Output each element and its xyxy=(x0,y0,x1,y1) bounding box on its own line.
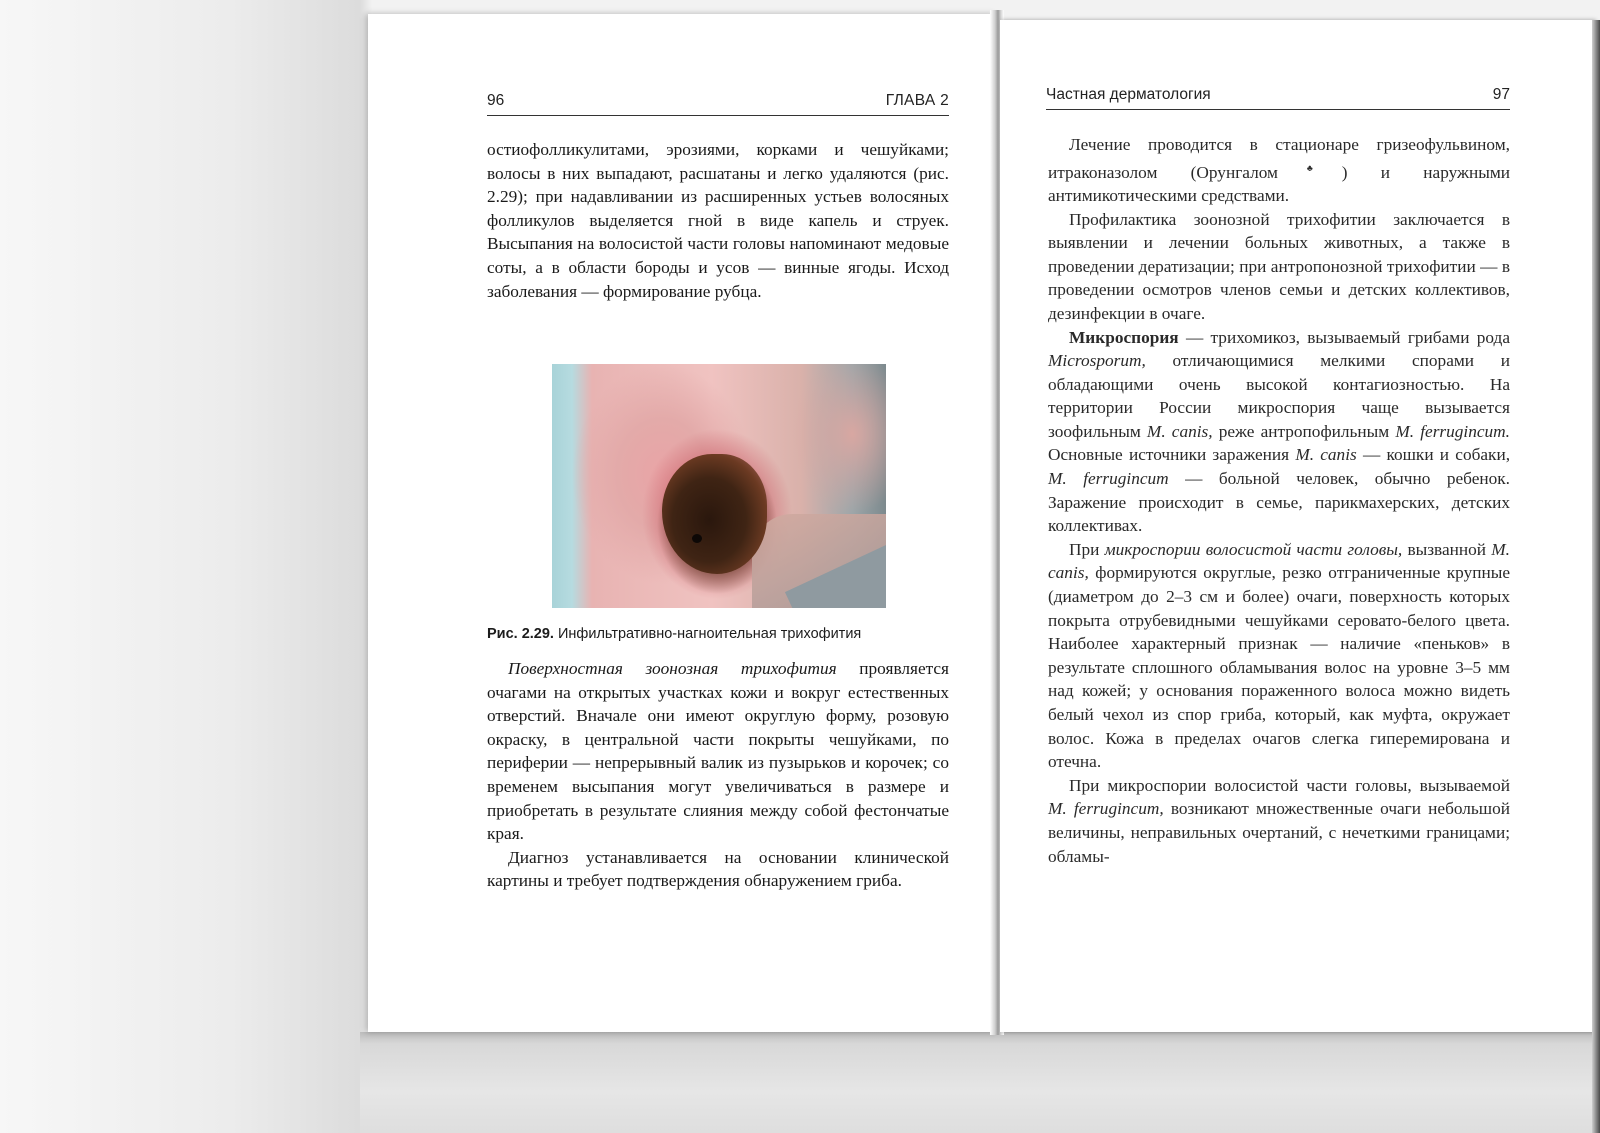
italic-term: микроспории волосистой части головы, xyxy=(1104,539,1403,559)
trademark-mark: ♣ xyxy=(1277,162,1342,173)
paragraph: Диагноз устанавливается на основании клинической картины и требует подтверждения обнаружением гриба. xyxy=(487,847,949,891)
italic-term: M. canis xyxy=(1295,445,1357,465)
paragraph-text: проявляется очагами на открытых участках кожи и вокруг естественных отверстий. Вначале они имеют округлую форму, розовую окраску, в центральной части покрыты чешуйками, по периферии — непрерывный валик из пузырьков и корочек; со временем высыпания могут увеличиваться в размере и приобретать в результате слияния между собой фестончатые края. xyxy=(487,659,950,844)
italic-term: M. canis, xyxy=(1146,421,1213,441)
left-page xyxy=(368,14,996,1032)
paragraph-text: Основные источники заражения xyxy=(1048,445,1290,465)
paragraph-text: вызванной xyxy=(1407,539,1487,559)
italic-term: M. ferrugincum, xyxy=(1048,799,1164,819)
paragraph-text: При xyxy=(1069,539,1100,559)
italic-term: Microsporum, xyxy=(1048,351,1146,371)
section-title: Частная дерматология xyxy=(1046,86,1211,103)
italic-term: M. ferrugincum. xyxy=(1395,421,1510,441)
right-page-number: 97 xyxy=(1492,86,1510,103)
left-text-top xyxy=(487,138,949,303)
paragraph: Профилактика зоонозной трихофитии заключается в выявлении и лечении больных животных, а также в проведении дератизации; при антропонозной трихофитии — в проведении осмотров членов семьи и детских коллективов, дезинфекции в очаге. xyxy=(1048,209,1510,323)
right-text xyxy=(1048,133,1510,868)
paragraph-text: — трихомикоз, вызываемый грибами рода xyxy=(1185,327,1510,347)
right-page xyxy=(1000,20,1594,1032)
figure-label: Рис. 2.29. xyxy=(487,626,554,642)
figure-photo xyxy=(552,364,886,608)
paragraph-text: реже антропофильным xyxy=(1218,421,1390,441)
left-page-number: 96 xyxy=(487,92,505,109)
paragraph: остиофолликулитами, эрозиями, корками и чешуйками; волосы в них выпадают, расшатаны и легко удаляются (рис. 2.29); при надавливании из расширенных устьев волосяных фолликулов выделяется гной в виде капель и струек. Высыпания на волосистой части головы напоминают медовые соты, а в области бороды и усов — винные ягоды. Исход заболевания — формирование рубца. xyxy=(487,140,949,301)
paragraph-text: Лечение проводится в стационаре гризеофульвином, итраконазолом (Орунгалом xyxy=(1048,135,1510,182)
figure-caption-text: Инфильтративно-нагноительная трихофития xyxy=(558,626,862,642)
photo-lesion-shape xyxy=(662,454,767,574)
paragraph xyxy=(1048,538,1510,774)
figure-caption xyxy=(487,626,957,642)
italic-term: M. ferrugincum xyxy=(1048,469,1169,489)
paragraph-text: При микроспории волосистой части головы, вызываемой xyxy=(1069,775,1510,795)
paragraph-text: формируются округлые, резко отграниченные крупные (диаметром до 2–3 см и более) очаги, поверхность которых покрыта отрубевидными чешуйками серовато-белого цвета. Наиболее характерный признак — наличие «пеньков» в результате сплошного обламывания волос на уровне 3–5 мм над кожей; у основания пораженного волоса можно видеть белый чехол из спор гриба, который, как муфта, окружает волос. Кожа в пределах очагов слегка гиперемирована и отечна. xyxy=(1048,563,1510,772)
bold-term: Микроспория xyxy=(1069,327,1179,347)
photo-lesion-dot xyxy=(692,534,702,543)
italic-term: M. canis, xyxy=(1048,539,1510,583)
paragraph-text: отличающимися мелкими спорами и обладающими очень высокой контагиозностью. На территории России микроспория чаще вызывается зоофильным xyxy=(1048,351,1511,441)
paragraph xyxy=(1048,326,1510,538)
book-right-edge xyxy=(1592,20,1600,1133)
paragraph-text: ) и наружными антимикотическими средствами. xyxy=(1048,162,1511,205)
paragraph-text: — больной человек, обычно ребенок. Заражение происходит в семье, парикмахерских, детских коллективах. xyxy=(1048,469,1510,536)
chapter-title: ГЛАВА 2 xyxy=(885,92,949,109)
paragraph xyxy=(487,657,949,846)
left-running-head xyxy=(487,92,949,116)
paragraph xyxy=(1048,774,1510,868)
paragraph xyxy=(1048,133,1510,208)
scan-bottom-shadow xyxy=(360,1032,1600,1133)
paragraph-text: возникают множественные очаги небольшой величины, неправильных очертаний, с нечеткими границами; обламы- xyxy=(1048,799,1510,866)
paragraph-text: — кошки и собаки, xyxy=(1362,445,1511,465)
left-text-bottom xyxy=(487,657,949,893)
italic-term: Поверхностная зоонозная трихофития xyxy=(508,659,837,678)
right-running-head xyxy=(1046,86,1510,110)
